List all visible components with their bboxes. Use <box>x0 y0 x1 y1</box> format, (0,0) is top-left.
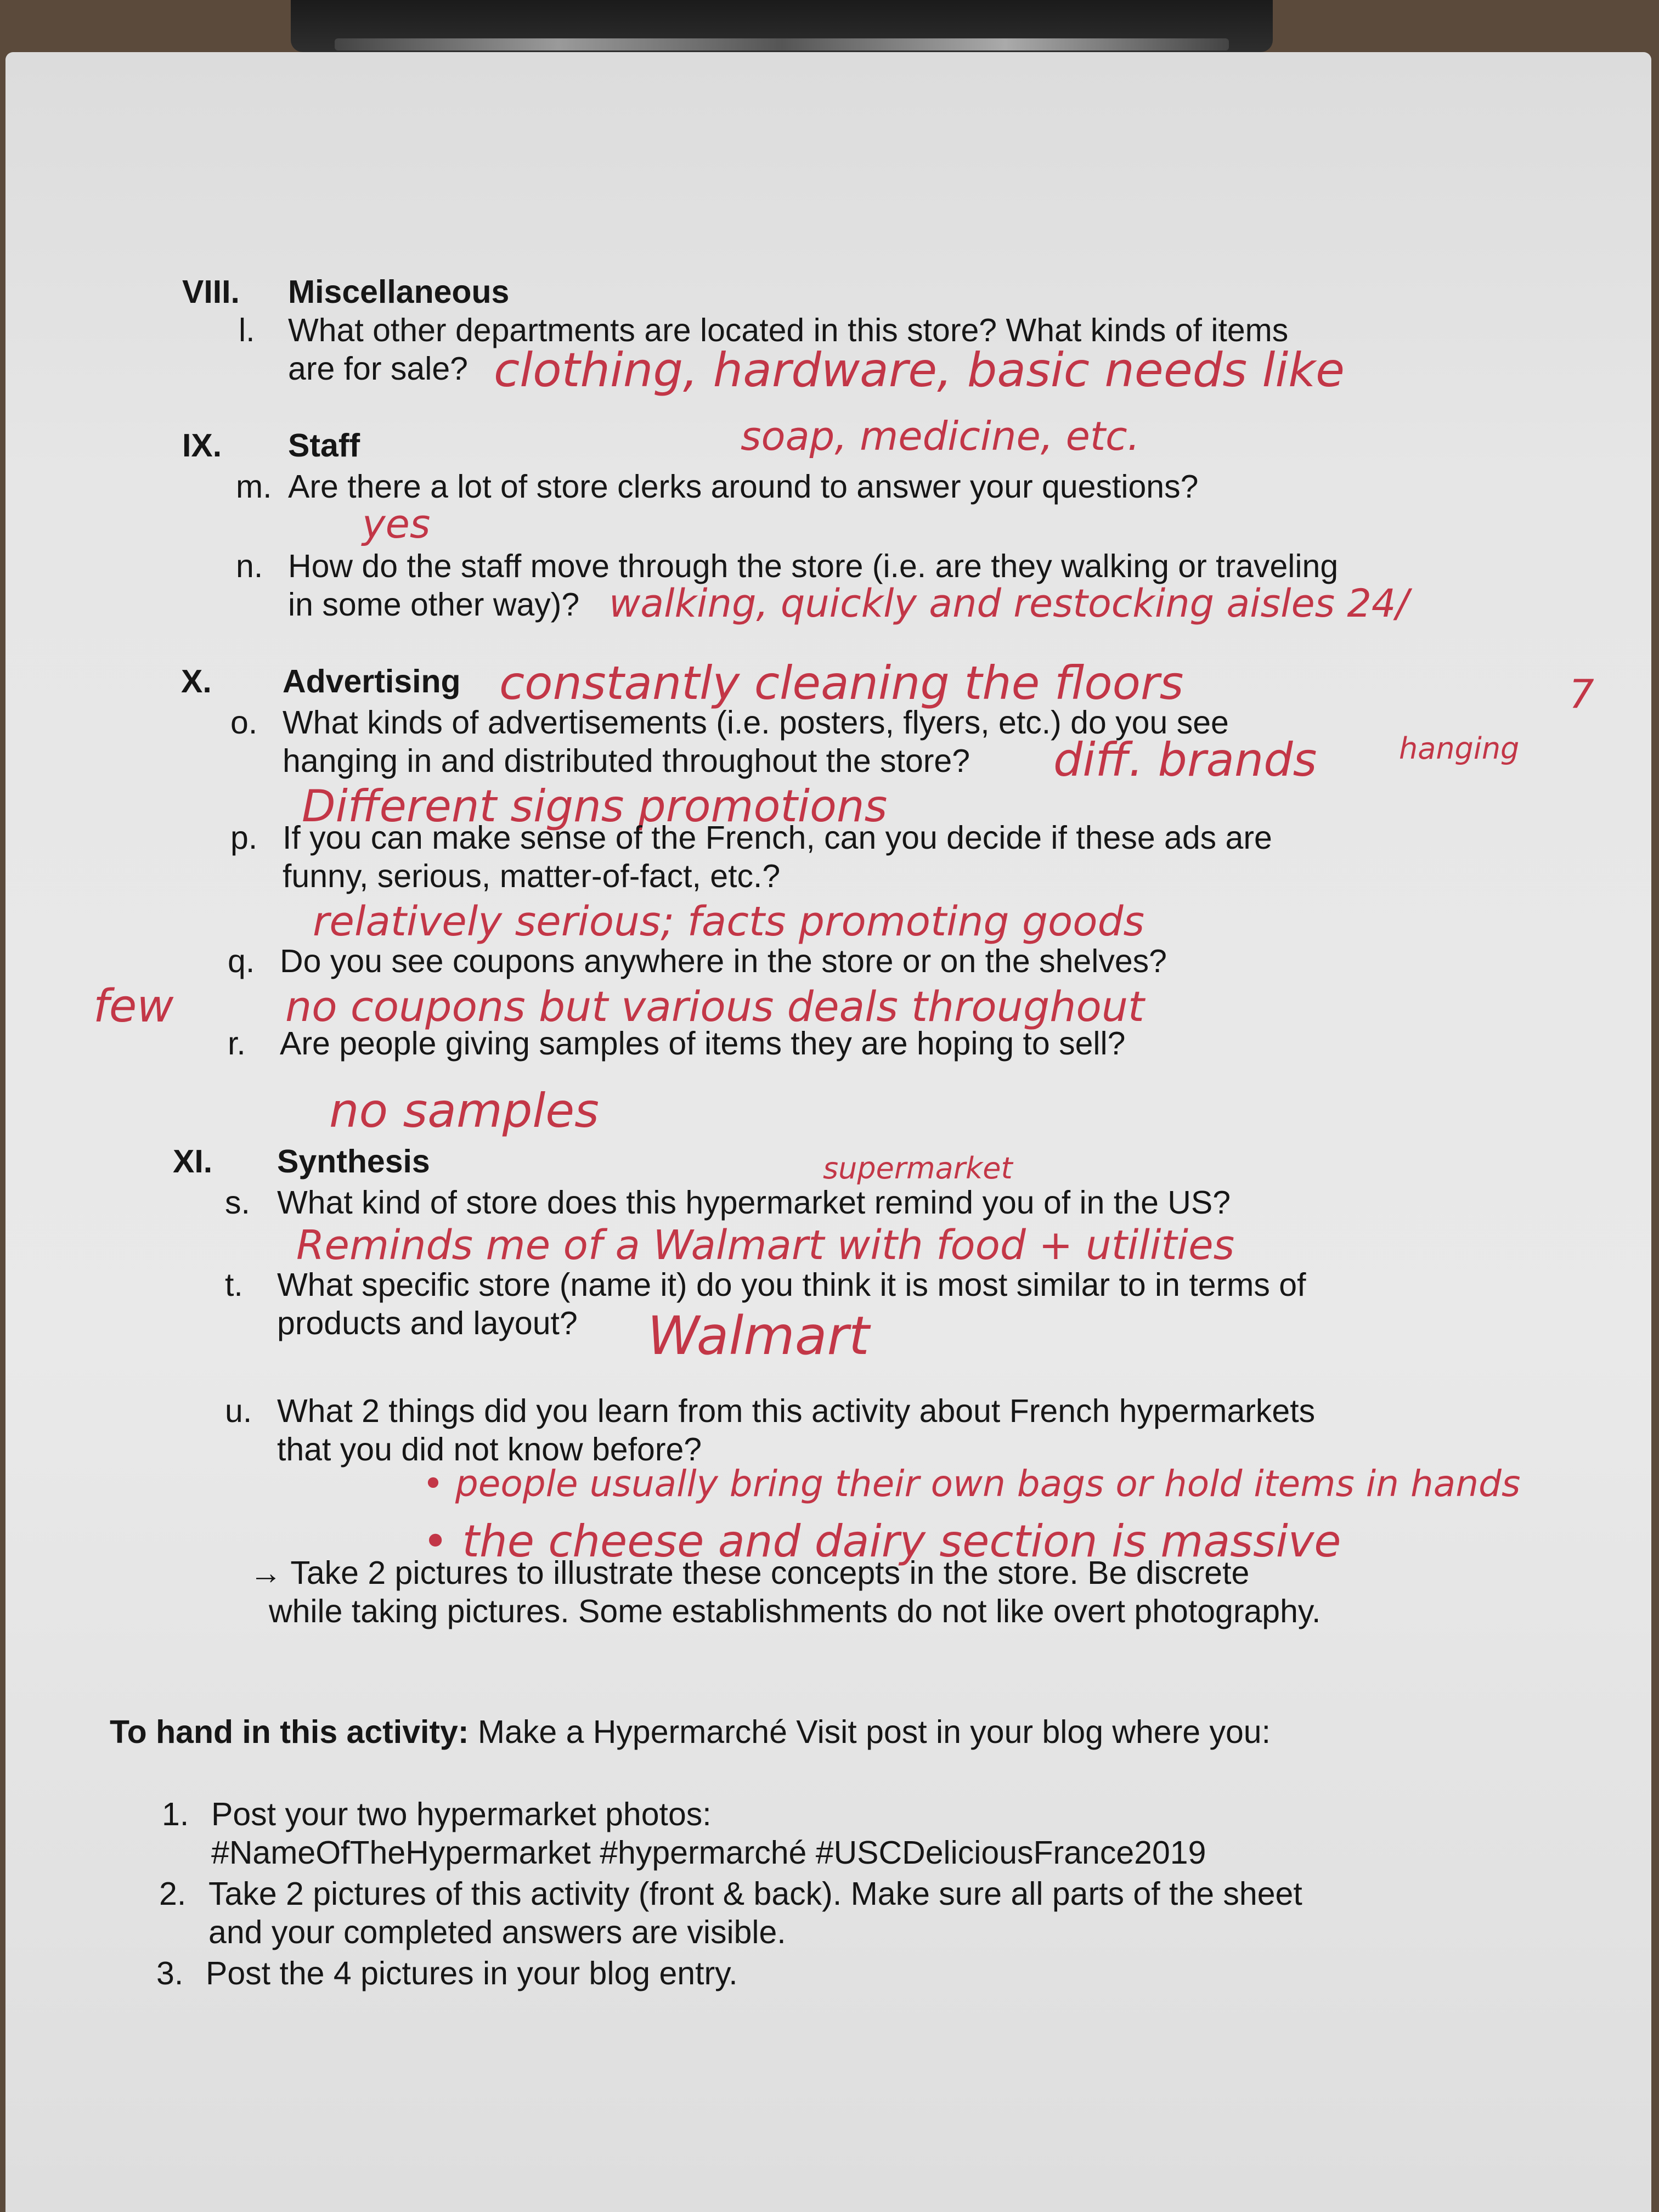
handin-instructions <box>110 1712 1271 1752</box>
question-o-line1: What kinds of advertisements (i.e. posters, flyers, etc.) do you see <box>283 704 1229 741</box>
question-u-line2: that you did not know before? <box>277 1431 702 1468</box>
photo-instruction-line2: while taking pictures. Some establishments do not like overt photography. <box>269 1593 1321 1629</box>
question-t-letter: t. <box>225 1267 243 1303</box>
section-11-number: XI. <box>173 1143 213 1180</box>
handin-item-2-line2: and your completed answers are visible. <box>208 1914 786 1950</box>
question-n-letter: n. <box>236 548 263 584</box>
answer-l-line1: clothing, hardware, basic needs like <box>494 343 1345 398</box>
answer-l-line2: soap, medicine, etc. <box>741 413 1140 459</box>
question-q-letter: q. <box>228 943 255 979</box>
clipboard-clip-edge <box>335 38 1229 50</box>
question-n-line1: How do the staff move through the store (i.e. are they walking or traveling <box>288 548 1339 584</box>
answer-s-above: supermarket <box>823 1151 1013 1186</box>
answer-u-line1: • people usually bring their own bags or hold items in hands <box>422 1463 1521 1505</box>
answer-m: yes <box>362 501 431 547</box>
question-t-line1: What specific store (name it) do you think it is most similar to in terms of <box>277 1267 1306 1303</box>
question-u-letter: u. <box>225 1393 252 1429</box>
answer-n-line2: constantly cleaning the floors <box>499 656 1184 710</box>
handin-item-1-line1: Post your two hypermarket photos: <box>211 1796 712 1832</box>
question-r-letter: r. <box>228 1025 246 1062</box>
section-8-title: Miscellaneous <box>288 274 510 310</box>
worksheet-page <box>5 52 1651 2212</box>
photo-instruction-line1: → Take 2 pictures to illustrate these concepts in the store. Be discrete <box>250 1555 1250 1591</box>
answer-n-end: 7 <box>1569 671 1594 717</box>
answer-p: relatively serious; facts promoting goods <box>313 898 1145 945</box>
handin-item-3-number: 3. <box>156 1955 184 1991</box>
question-t-line2: products and layout? <box>277 1305 578 1341</box>
question-m-line1: Are there a lot of store clerks around to answer your questions? <box>288 469 1199 505</box>
handin-item-2-line1: Take 2 pictures of this activity (front & back). Make sure all parts of the sheet <box>208 1876 1302 1912</box>
question-n-line2: in some other way)? <box>288 586 580 623</box>
question-l-line1: What other departments are located in this store? What kinds of items <box>288 312 1289 348</box>
section-9-title: Staff <box>288 427 360 464</box>
answer-q-side: few <box>93 980 174 1032</box>
question-r-line1: Are people giving samples of items they are hoping to sell? <box>280 1025 1126 1062</box>
question-l-letter: l. <box>239 312 255 348</box>
handin-item-1-line2: #NameOfTheHypermarket #hypermarché #USCDeliciousFrance2019 <box>211 1835 1206 1871</box>
question-o-line2: hanging in and distributed throughout the store? <box>283 743 970 779</box>
question-p-letter: p. <box>230 820 258 856</box>
handin-item-1-number: 1. <box>162 1796 189 1832</box>
question-o-letter: o. <box>230 704 258 741</box>
question-p-line2: funny, serious, matter-of-fact, etc.? <box>283 858 781 894</box>
answer-o-line1-end: hanging <box>1399 731 1520 766</box>
section-9-number: IX. <box>182 427 222 464</box>
handin-lead-bold: To hand in this activity: <box>110 1714 469 1750</box>
question-m-letter: m. <box>236 469 272 505</box>
answer-n-line1: walking, quickly and restocking aisles 24/ <box>609 581 1409 626</box>
question-s-line1: What kind of store does this hypermarket remind you of in the US? <box>277 1184 1231 1221</box>
question-s-letter: s. <box>225 1184 250 1221</box>
question-u-line1: What 2 things did you learn from this activity about French hypermarkets <box>277 1393 1316 1429</box>
answer-u-line2: • the cheese and dairy section is massive <box>422 1516 1341 1567</box>
section-11-title: Synthesis <box>277 1143 430 1180</box>
answer-r: no samples <box>329 1084 599 1138</box>
answer-o-line1: diff. brands <box>1053 733 1317 787</box>
handin-lead-rest: Make a Hypermarché Visit post in your blog where you: <box>469 1714 1271 1750</box>
question-l-line2: are for sale? <box>288 351 468 387</box>
question-p-line1: If you can make sense of the French, can you decide if these ads are <box>283 820 1272 856</box>
answer-s: Reminds me of a Walmart with food + utilities <box>296 1222 1235 1269</box>
question-q-line1: Do you see coupons anywhere in the store or on the shelves? <box>280 943 1167 979</box>
handin-item-3-line1: Post the 4 pictures in your blog entry. <box>206 1955 738 1991</box>
answer-o-line2: Different signs promotions <box>302 781 888 832</box>
answer-t: Walmart <box>647 1305 870 1367</box>
handin-item-2-number: 2. <box>159 1876 187 1912</box>
section-10-number: X. <box>181 663 212 699</box>
answer-q: no coupons but various deals throughout <box>285 982 1144 1031</box>
section-10-title: Advertising <box>283 663 461 699</box>
section-8-number: VIII. <box>182 274 240 310</box>
